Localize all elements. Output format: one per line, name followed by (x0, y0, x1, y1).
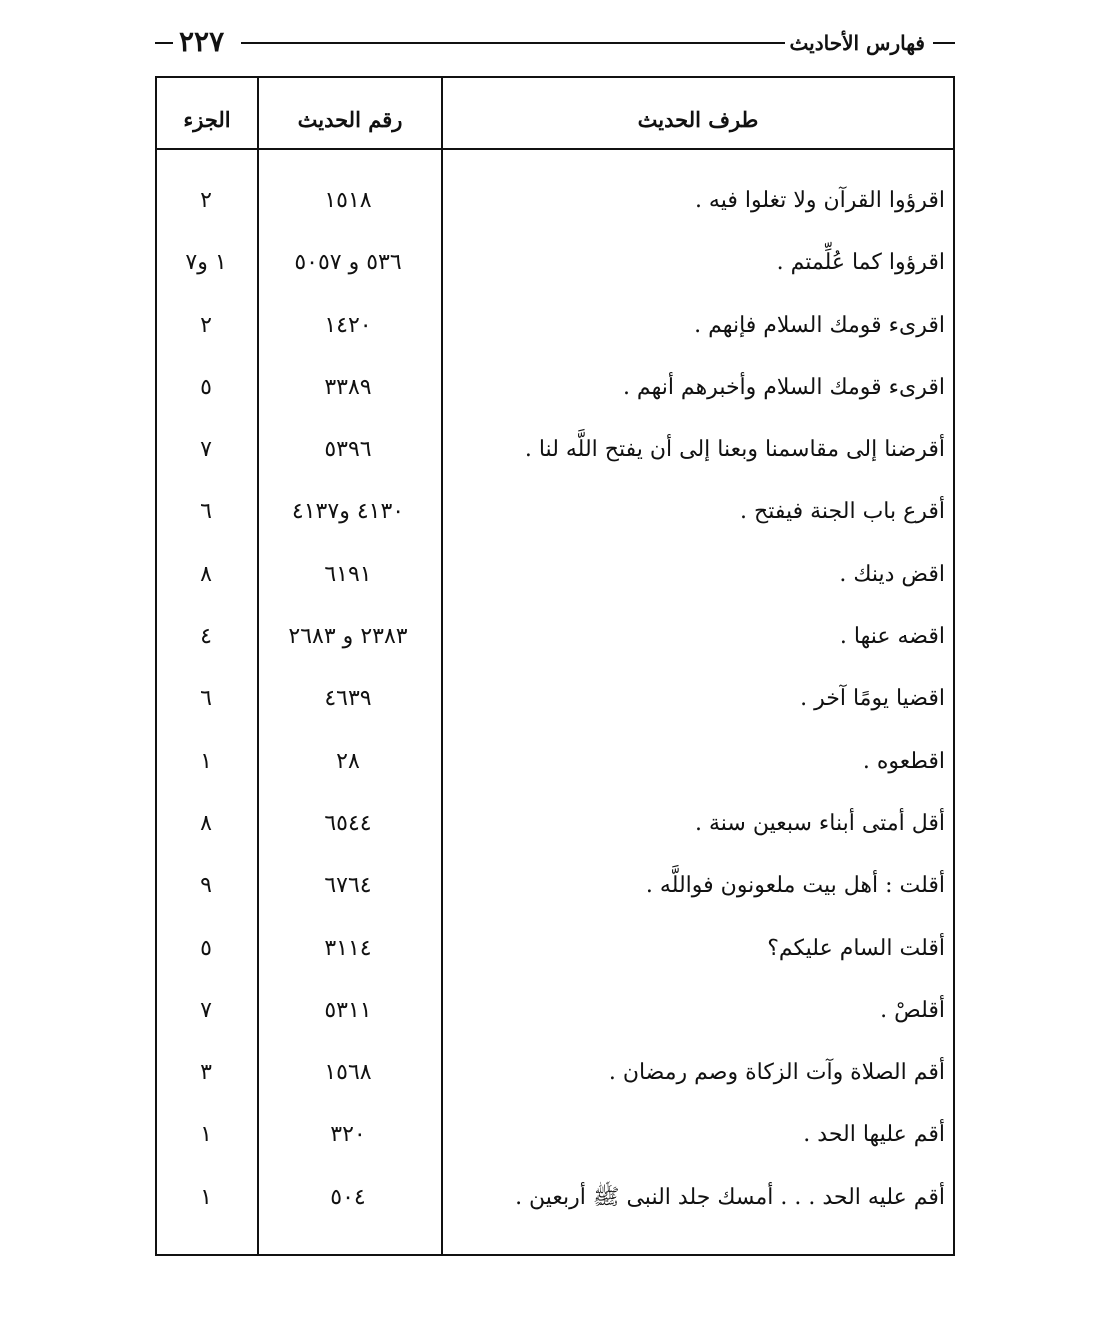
hadith-number: ٣١١٤ (324, 935, 372, 961)
hadith-text: أقلصْ . (880, 997, 945, 1023)
header-number: رقم الحديث (297, 107, 403, 132)
running-head-rule-middle (241, 42, 785, 44)
table-row (157, 232, 953, 294)
hadith-number: ٦٥٤٤ (324, 810, 372, 836)
hadith-text: اقرؤوا كما عُلِّمتم . (776, 250, 945, 276)
running-head-rule-left (155, 42, 173, 44)
hadith-number: ٢٨ (336, 748, 360, 774)
running-head-title: فهارس الأحاديث (789, 31, 925, 55)
hadith-text: أقرضنا إلى مقاسمنا وبعنا إلى أن يفتح اللَّه لنا . (524, 437, 945, 463)
hadith-text: اقرىء قومك السلام وأخبرهم أنهم . (622, 374, 945, 400)
running-head (155, 22, 955, 62)
table-row (157, 793, 953, 855)
table-row (157, 481, 953, 543)
hadith-number: ٤٦٣٩ (324, 686, 372, 712)
table-row (157, 544, 953, 606)
hadith-index-table (155, 76, 955, 1256)
table-row (157, 170, 953, 232)
volume-number: ٧ (200, 437, 212, 463)
table-row (157, 295, 953, 357)
hadith-number: ٦٧٦٤ (324, 873, 372, 899)
hadith-number: ٥٣١١ (324, 997, 372, 1023)
table-row (157, 855, 953, 917)
volume-number: ٥ (200, 374, 212, 400)
volume-number: ٨ (200, 561, 212, 587)
hadith-text: اقطعوه . (862, 748, 945, 774)
hadith-text: اقض دينك . (839, 561, 945, 587)
hadith-number: ٥٣٩٦ (324, 437, 372, 463)
hadith-text: أقم عليه الحد . . . أمسك جلد النبى ﷺ أربعين . (515, 1184, 945, 1210)
volume-number: ٦ (200, 686, 212, 712)
hadith-number: ١٥١٨ (324, 188, 372, 213)
hadith-text: اقضيا يومًا آخر . (800, 686, 945, 712)
volume-number: ٨ (200, 810, 212, 836)
hadith-text: أقم الصلاة وآت الزكاة وصم رمضان . (608, 1060, 945, 1086)
hadith-text: أقلت : أهل بيت ملعونون فواللَّه . (645, 873, 945, 899)
volume-number: ٢ (200, 188, 212, 213)
volume-number: ١ و٧ (185, 250, 227, 276)
page-number: ٢٢٧ (179, 25, 225, 58)
hadith-number: ٥٠٤ (330, 1184, 366, 1210)
hadith-text: اقضه عنها . (839, 624, 945, 650)
volume-number: ٦ (200, 499, 212, 525)
header-hadith: طرف الحديث (637, 107, 759, 132)
hadith-number: ٢٣٨٣ و ٢٦٨٣ (288, 624, 408, 650)
table-row (157, 1167, 953, 1229)
hadith-text: أقل أمتى أبناء سبعين سنة . (695, 810, 945, 836)
volume-number: ٧ (200, 997, 212, 1023)
hadith-number: ٣٢٠ (330, 1122, 366, 1148)
running-head-rule-right (933, 42, 955, 44)
table-row (157, 357, 953, 419)
hadith-number: ٤١٣٠ و٤١٣٧ (291, 499, 405, 525)
hadith-text: أقلت السام عليكم؟ (767, 935, 945, 961)
table-row (157, 918, 953, 980)
table-row (157, 731, 953, 793)
table-row (157, 668, 953, 730)
table-row (157, 1104, 953, 1166)
hadith-number: ٥٣٦ و ٥٠٥٧ (294, 250, 402, 276)
table-row (157, 606, 953, 668)
volume-number: ٩ (200, 873, 212, 899)
volume-number: ١ (200, 1122, 212, 1148)
hadith-text: أقرع باب الجنة فيفتح . (740, 499, 945, 525)
header-volume: الجزء (183, 107, 231, 132)
volume-number: ١ (200, 748, 212, 774)
table-row (157, 980, 953, 1042)
hadith-text: اقرىء قومك السلام فإنهم . (694, 312, 945, 338)
volume-number: ١ (200, 1184, 212, 1210)
header-rule (157, 148, 953, 150)
hadith-number: ١٤٢٠ (324, 312, 372, 338)
table-row (157, 1042, 953, 1104)
table-body (157, 170, 953, 1229)
table-row (157, 419, 953, 481)
hadith-text: أقم عليها الحد . (803, 1122, 945, 1148)
hadith-number: ٦١٩١ (324, 561, 372, 587)
volume-number: ٥ (200, 935, 212, 961)
hadith-number: ٣٣٨٩ (324, 374, 372, 400)
hadith-number: ١٥٦٨ (324, 1060, 372, 1086)
volume-number: ٤ (200, 624, 212, 650)
volume-number: ٣ (200, 1060, 212, 1086)
volume-number: ٢ (200, 312, 212, 338)
hadith-text: اقرؤوا القرآن ولا تغلوا فيه . (694, 188, 945, 213)
